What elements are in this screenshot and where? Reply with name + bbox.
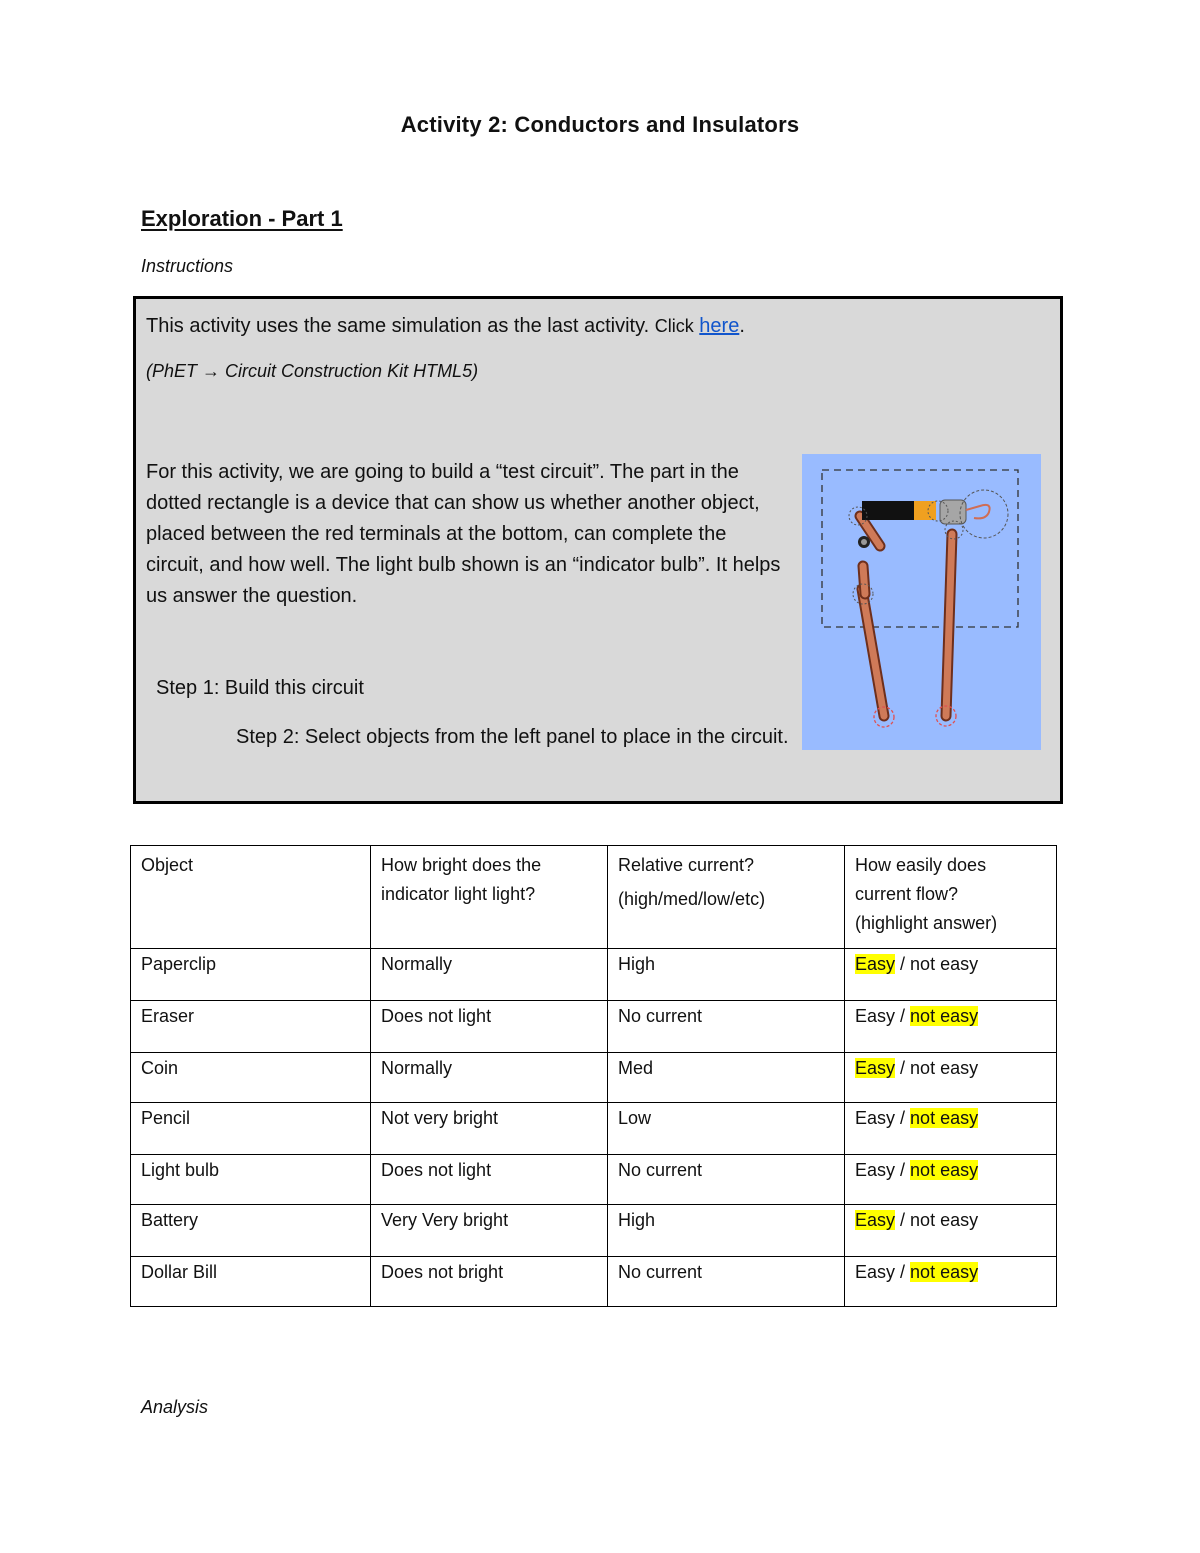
option-separator: /: [895, 1160, 911, 1180]
circuit-diagram: [802, 454, 1041, 750]
cell-object: Paperclip: [131, 949, 371, 1001]
cell-flow: [845, 1001, 1057, 1053]
header-current-question: Relative current?: [618, 855, 755, 875]
cell-object: Eraser: [131, 1001, 371, 1053]
header-flow: [845, 846, 1057, 949]
left-wire: [862, 589, 884, 716]
cell-brightness: Does not light: [371, 1155, 608, 1205]
cell-object: Coin: [131, 1053, 371, 1103]
option-easy: Easy: [855, 1262, 896, 1282]
bulb-filament: [966, 505, 990, 519]
option-not-easy: not easy: [910, 1262, 979, 1282]
header-current: [608, 846, 845, 949]
test-device-outline: [822, 470, 1018, 627]
option-separator: /: [895, 1262, 911, 1282]
cell-brightness: Very Very bright: [371, 1205, 608, 1257]
cell-brightness: Does not light: [371, 1001, 608, 1053]
cell-flow: [845, 1053, 1057, 1103]
table-row: [131, 949, 1057, 1001]
table-row: [131, 1103, 1057, 1155]
cell-current: No current: [608, 1257, 845, 1307]
simulation-link[interactable]: here: [699, 315, 740, 337]
header-current-hint: (high/med/low/etc): [618, 889, 766, 909]
option-not-easy: not easy: [910, 1160, 979, 1180]
option-not-easy: not easy: [910, 1210, 979, 1230]
activity-description: For this activity, we are going to build a “test circuit”. The part in the dotted rectangle is a device that can show us whether another object, placed between the red terminals at the bottom, can complete the circuit, and how well. The light bulb shown is an “indicator bulb”. It helps us answer the question.: [146, 461, 781, 607]
cell-current: Low: [608, 1103, 845, 1155]
table-row: [131, 1155, 1057, 1205]
header-flow-hint: (highlight answer): [855, 913, 998, 933]
header-object: Object: [131, 846, 371, 949]
cell-object: Pencil: [131, 1103, 371, 1155]
battery-cap: [914, 501, 936, 520]
cell-flow: [845, 1103, 1057, 1155]
link-suffix: .: [739, 315, 745, 337]
instruction-box: [133, 296, 1063, 804]
table-body: [131, 949, 1057, 1307]
header-flow-question: How easily does current flow?: [855, 855, 987, 904]
option-easy: Easy: [855, 1058, 896, 1078]
cell-flow: [845, 1205, 1057, 1257]
option-not-easy: not easy: [910, 954, 979, 974]
page-title: Activity 2: Conductors and Insulators: [400, 112, 800, 137]
option-separator: /: [895, 1210, 911, 1230]
cell-current: No current: [608, 1001, 845, 1053]
analysis-label: Analysis: [141, 1397, 209, 1417]
intro-text: This activity uses the same simulation as the last activity.: [146, 315, 650, 337]
cell-brightness: Normally: [371, 949, 608, 1001]
cell-brightness: Not very bright: [371, 1103, 608, 1155]
option-not-easy: not easy: [910, 1006, 979, 1026]
table-header-row: [131, 846, 1057, 949]
header-brightness: How bright does the indicator light light?: [371, 846, 608, 949]
option-separator: /: [895, 1108, 911, 1128]
table-row: [131, 1257, 1057, 1307]
battery-body: [862, 501, 914, 520]
option-separator: /: [895, 1058, 911, 1078]
option-easy: Easy: [855, 1108, 896, 1128]
table-row: [131, 1205, 1057, 1257]
cell-object: Light bulb: [131, 1155, 371, 1205]
cell-object: Dollar Bill: [131, 1257, 371, 1307]
cell-current: High: [608, 1205, 845, 1257]
switch-knob-center: [861, 539, 867, 545]
option-separator: /: [895, 954, 911, 974]
short-wire: [863, 566, 865, 594]
step-1: Step 1: Build this circuit: [156, 677, 364, 699]
results-table: [130, 845, 1057, 1307]
cell-current: Med: [608, 1053, 845, 1103]
cell-flow: [845, 1257, 1057, 1307]
bulb-glass: [960, 490, 1008, 538]
instructions-label: Instructions: [141, 256, 234, 276]
option-not-easy: not easy: [910, 1058, 979, 1078]
table-row: [131, 1053, 1057, 1103]
cell-object: Battery: [131, 1205, 371, 1257]
phet-path: (PhET → Circuit Construction Kit HTML5): [146, 361, 479, 381]
option-easy: Easy: [855, 954, 896, 974]
cell-brightness: Normally: [371, 1053, 608, 1103]
step-2: Step 2: Select objects from the left panel to place in the circuit.: [236, 726, 789, 748]
option-easy: Easy: [855, 1006, 896, 1026]
option-not-easy: not easy: [910, 1108, 979, 1128]
cell-current: High: [608, 949, 845, 1001]
intro-line: [146, 315, 745, 338]
cell-brightness: Does not bright: [371, 1257, 608, 1307]
section-heading: Exploration - Part 1: [141, 206, 343, 231]
cell-flow: [845, 949, 1057, 1001]
option-separator: /: [895, 1006, 911, 1026]
option-easy: Easy: [855, 1210, 896, 1230]
click-text: Click: [654, 316, 694, 336]
cell-flow: [845, 1155, 1057, 1205]
option-easy: Easy: [855, 1160, 896, 1180]
table-row: [131, 1001, 1057, 1053]
cell-current: No current: [608, 1155, 845, 1205]
